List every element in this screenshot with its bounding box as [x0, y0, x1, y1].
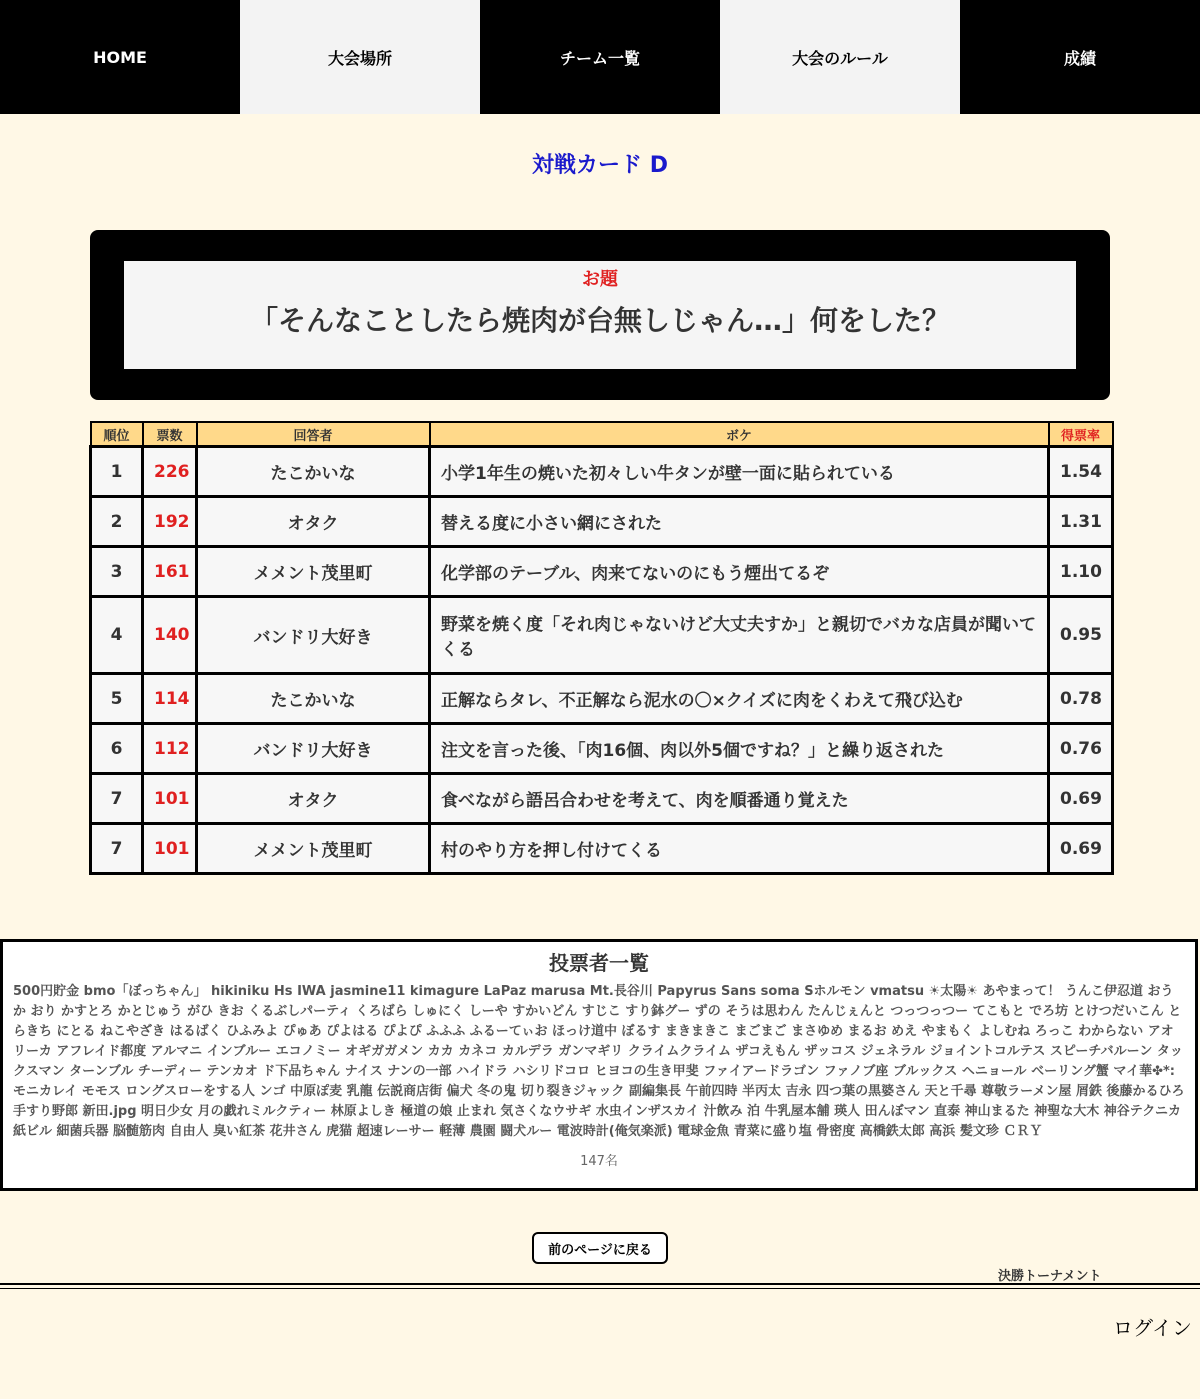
answerer-cell: バンドリ大好き	[197, 597, 430, 674]
boke-cell: 食べながら語呂合わせを考えて、肉を順番通り覚えた	[430, 774, 1049, 824]
header-answerer: 回答者	[197, 422, 430, 447]
rate-cell: 0.69	[1049, 774, 1113, 824]
table-row	[91, 447, 1113, 497]
table-row	[91, 724, 1113, 774]
login-link[interactable]: ログイン	[1113, 1316, 1192, 1340]
table-header	[91, 422, 1113, 447]
rate-cell: 0.76	[1049, 724, 1113, 774]
nav-home[interactable]: HOME	[0, 0, 240, 114]
votes-cell: 226	[143, 447, 197, 497]
topic-box	[124, 261, 1076, 369]
boke-cell: 替える度に小さい網にされた	[430, 497, 1049, 547]
table-row	[91, 497, 1113, 547]
answerer-cell: メメント茂里町	[197, 824, 430, 874]
footer-divider	[0, 1283, 1200, 1285]
answerer-cell: たこかいな	[197, 674, 430, 724]
table-row	[91, 674, 1113, 724]
top-nav	[0, 0, 1200, 114]
boke-cell: 化学部のテーブル、肉来てないのにもう煙出てるぞ	[430, 547, 1049, 597]
topic-frame	[90, 230, 1110, 400]
header-rank: 順位	[91, 422, 143, 447]
header-rate: 得票率	[1049, 422, 1113, 447]
rank-cell: 5	[91, 674, 143, 724]
rate-cell: 1.31	[1049, 497, 1113, 547]
rate-cell: 0.95	[1049, 597, 1113, 674]
match-title: 対戦カード D	[532, 153, 668, 178]
boke-cell: 注文を言った後、「肉16個、肉以外5個ですね？」と繰り返された	[430, 724, 1049, 774]
answerer-cell: バンドリ大好き	[197, 724, 430, 774]
rate-cell: 1.54	[1049, 447, 1113, 497]
nav-results[interactable]: 成績	[960, 0, 1200, 114]
votes-cell: 114	[143, 674, 197, 724]
answerer-cell: メメント茂里町	[197, 547, 430, 597]
votes-cell: 140	[143, 597, 197, 674]
boke-cell: 野菜を焼く度「それ肉じゃないけど大丈夫すか」と親切でバカな店員が聞いてくる	[430, 597, 1049, 674]
topic-label: お題	[582, 269, 618, 290]
final-tournament-link[interactable]: 決勝トーナメント	[998, 1269, 1102, 1284]
answerer-cell: たこかいな	[197, 447, 430, 497]
table-row	[91, 824, 1113, 874]
voters-panel	[0, 939, 1198, 1191]
rank-cell: 4	[91, 597, 143, 674]
rate-cell: 0.78	[1049, 674, 1113, 724]
rate-cell: 1.10	[1049, 547, 1113, 597]
table-row	[91, 597, 1113, 674]
votes-cell: 101	[143, 824, 197, 874]
header-votes: 票数	[143, 422, 197, 447]
back-button[interactable]: 前のページに戻る	[532, 1232, 668, 1264]
rank-cell: 7	[91, 774, 143, 824]
rank-cell: 1	[91, 447, 143, 497]
nav-venue[interactable]: 大会場所	[240, 0, 480, 114]
votes-cell: 112	[143, 724, 197, 774]
rank-cell: 6	[91, 724, 143, 774]
boke-cell: 正解ならタレ、不正解なら泥水の〇×クイズに肉をくわえて飛び込む	[430, 674, 1049, 724]
table-row	[91, 547, 1113, 597]
table-row	[91, 774, 1113, 824]
topic-text: 「そんなことしたら焼肉が台無しじゃん…」何をした？	[249, 304, 950, 337]
answerer-cell: オタク	[197, 497, 430, 547]
rate-cell: 0.69	[1049, 824, 1113, 874]
rank-cell: 2	[91, 497, 143, 547]
nav-rules[interactable]: 大会のルール	[720, 0, 960, 114]
voters-title: 投票者一覧	[549, 951, 649, 975]
answerer-cell: オタク	[197, 774, 430, 824]
header-boke: ボケ	[430, 422, 1049, 447]
votes-cell: 192	[143, 497, 197, 547]
rank-cell: 7	[91, 824, 143, 874]
nav-teams[interactable]: チーム一覧	[480, 0, 720, 114]
voters-count: 147名	[580, 1154, 618, 1169]
footer-divider	[0, 1288, 1200, 1289]
votes-cell: 101	[143, 774, 197, 824]
rank-cell: 3	[91, 547, 143, 597]
boke-cell: 小学1年生の焼いた初々しい牛タンが壁一面に貼られている	[430, 447, 1049, 497]
results-table	[89, 421, 1114, 875]
votes-cell: 161	[143, 547, 197, 597]
voters-list: 500円貯金 bmo「ぼっちゃん」 hikiniku Hs IWA jasmine11 kimagure LaPaz marusa Mt.長谷川 Papyrus Sans soma Sホルモン vmatsu ☀太陽☀ あやまって！ うんこ伊忍道 おうか おり かすとろ かとじゅう がひ きお くるぶしパーティ くろばら しゅにく しーや すかいどん すじこ すり鉢グー ずの そうは思わん たんじぇんと つっつっつー てこもと でろ坊 とけつだいこん とらきち にとる ねこやざき はるばく ひふみよ ぴゅあ ぴよはる ぴよぴ ふふふ ふるーてぃお ほっけ道中 ぼるす まきまきこ まごまご まさゆめ まるお めえ やまもく よしむね ろっこ わからない アオリーカ アフレイド都度 アルマニ インブルー エコノミー オギガガメン カカ カネコ カルデラ ガンマギリ クライムクライム ザコえもん ザッコス ジェネラル ジョイントコルテス スピーチバルーン タックスマン ターンブル チーディー テンカオ ド下品ちゃん ナイス ナンの一部 ハイドラ ハシリドコロ ヒヨコの生き甲斐 ファイアードラゴン ファノブ座 ブルックス ヘニョール ベーリング蟹 マイ華✤*: モニカレイ モモス ロングスローをする人 ンゴ 中原ぽ麦 乳龍 伝説商店街 偏犬 冬の鬼 切り裂きジャック 副編集長 午前四時 半丙太 吉永 四つ葉の黒婆さん 天と千尋 尊敬ラーメン屋 屑鉄 後藤かるひろ 手すり野郎 新田.jpg 明日少女 月の戯れミルクティー 林原よしき 極道の娘 止まれ 気さくなウサギ 水虫インザスカイ 汁飲み 泊 牛乳屋本舗 瑛人 田んぼマン 直泰 神山まるた 神聖な大木 神谷テクニカ 紙ビル 細菌兵器 脳髄筋肉 自由人 臭い紅茶 花井さん 虎猫 超速レーサー 軽薄 農園 闘犬ルー 電波時計(俺気楽派) 電球金魚 青菜に盛り塩 骨密度 高橋鉄太郎 高浜 髪文珍 ＣＲＹ	[13, 984, 1185, 1139]
boke-cell: 村のやり方を押し付けてくる	[430, 824, 1049, 874]
